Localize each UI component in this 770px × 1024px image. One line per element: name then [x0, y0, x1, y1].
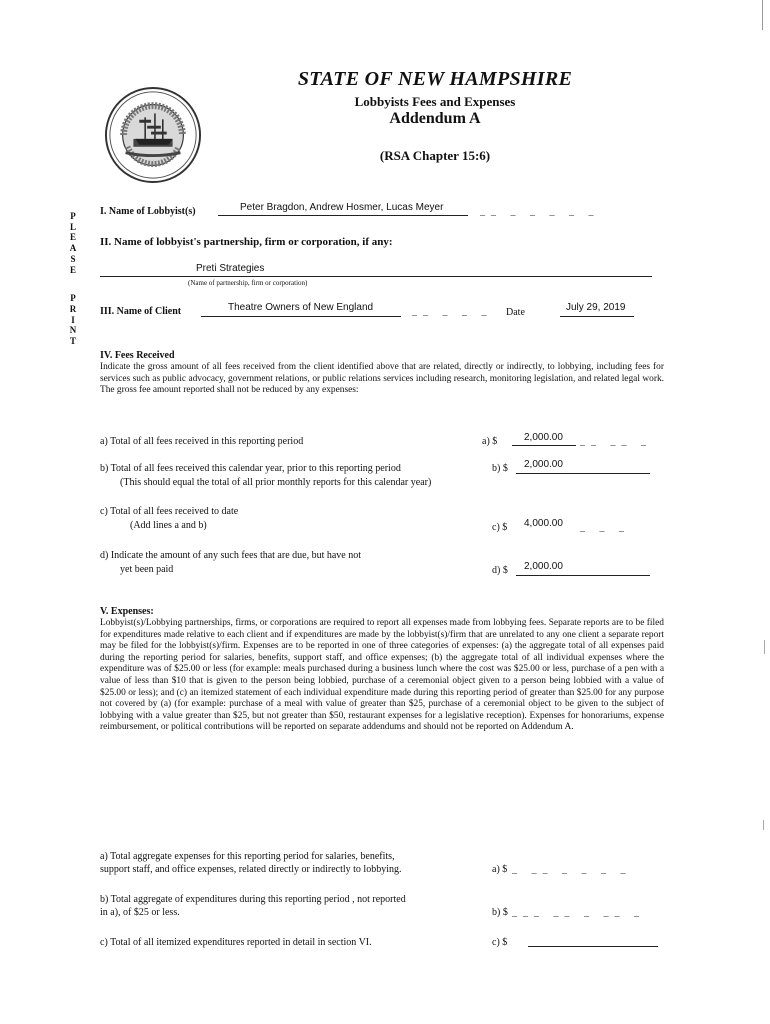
firm-name-label: II. Name of lobbyist's partnership, firm or corporation, if any:	[100, 236, 393, 248]
fees-b-subtext: (This should equal the total of all prior monthly reports for this calendar year)	[120, 477, 432, 488]
client-name-underline	[201, 316, 401, 317]
fees-a-underline	[512, 445, 576, 446]
side-letter: A	[69, 243, 77, 254]
side-letter: P	[70, 211, 76, 221]
scan-edge-mark	[764, 640, 765, 654]
expenses-c-label: c) Total of all itemized expenditures reported in detail in section VI.	[100, 937, 372, 948]
fees-d-key: d) $	[492, 565, 508, 576]
expenses-b-blank[interactable]: ___ __ _ __ _	[512, 907, 645, 918]
fees-a-label: a) Total of all fees received in this reporting period	[100, 436, 304, 447]
fees-a-key: a) $	[482, 436, 498, 447]
fees-c-subtext: (Add lines a and b)	[130, 520, 207, 531]
fees-received-heading: IV. Fees Received	[100, 350, 175, 361]
rsa-reference: (RSA Chapter 15:6)	[379, 148, 491, 163]
fees-c-label: c) Total of all fees received to date	[100, 506, 239, 517]
fees-b-value[interactable]: 2,000.00	[524, 459, 563, 470]
fees-b-underline	[516, 473, 650, 474]
date-value[interactable]: July 29, 2019	[566, 302, 626, 313]
document-title: STATE OF NEW HAMPSHIRE	[297, 68, 573, 90]
firm-name-caption: (Name of partnership, firm or corporation)	[188, 279, 308, 287]
scan-edge-mark	[763, 820, 764, 830]
expenses-heading: V. Expenses:	[100, 606, 154, 617]
dash-line: _ _ _	[580, 522, 630, 533]
dash-line: __ __ _	[580, 436, 652, 447]
fees-d-label: d) Indicate the amount of any such fees that are due, but have not	[100, 550, 362, 561]
expenses-b-label-line1: b) Total aggregate of expenditures during this reporting period , not reported	[100, 894, 406, 905]
side-letter: I	[71, 314, 75, 325]
fees-c-key: c) $	[492, 522, 508, 533]
document-subtitle: Lobbyists Fees and Expenses	[354, 94, 516, 109]
expenses-a-label-line1: a) Total aggregate expenses for this reporting period for salaries, benefits,	[100, 851, 395, 862]
expenses-a-key: a) $	[492, 864, 508, 875]
expenses-c-underline[interactable]	[528, 946, 658, 947]
expenses-c-key: c) $	[492, 937, 508, 948]
addendum-heading: Addendum A	[389, 110, 481, 127]
dash-line: __ _ _ _	[412, 306, 493, 317]
expenses-a-label-line2: support staff, and office expenses, related directly or indirectly to lobbying.	[100, 864, 402, 875]
side-letter: S	[70, 253, 76, 264]
date-label: Date	[506, 307, 525, 318]
side-letter: P	[70, 293, 76, 304]
expenses-instructions: Lobbyist(s)/Lobbying partnerships, firms, or corporations are required to report all expenses made from lobbying fees. Separate reports are to be filed for expenditures made relative to each client and if expenditures are made by the lobbyist(s)/firm that are unrelated to any one client a separate report may be filed for the lobbyist(s)/firm. Expenses are to be reported in one of three categories of expenses: (a) the aggregate total of all expenses paid during the reporting period for salaries, benefits, support staff, and office expenses; (b) the aggregate total of all individual expenses where the expenditure was of $25.00 or less (for example: meals purchased during a business lunch where the cost was $25.00 or less, purchase of a pen with a value of less than $10 that is given to the person being lobbied, purchase of a ceremonial object given to a person being lobbied with a value of $25.00 or less); and (c) an itemized statement of each individual expenditure made during this reporting period of greater than $25.00 for any purpose not covered by (a) (for example: purchase of a meal with value of greater than $25, purchase of a ceremonial object to be given to the subject of lobbying with a value greater than $25, but not greater than $50, restaurant expenses for a legislative reception). Expenses for honorariums, expense reimbursement, or political contributions will be reported on separate addendums and should not be reported on Addendum A.	[100, 618, 664, 733]
expenses-b-key: b) $	[492, 907, 508, 918]
state-seal-image	[104, 86, 202, 184]
fees-c-value[interactable]: 4,000.00	[524, 518, 563, 529]
fees-b-label: b) Total of all fees received this calendar year, prior to this reporting period	[100, 463, 401, 474]
side-letter: R	[69, 303, 77, 314]
date-underline	[560, 316, 634, 317]
scan-edge-mark	[762, 0, 763, 30]
firm-name-underline	[100, 276, 652, 277]
side-letter: T	[69, 336, 76, 347]
lobbyist-name-label: I. Name of Lobbyist(s)	[100, 206, 196, 217]
expenses-a-blank[interactable]: _ __ _ _ _ _	[512, 864, 632, 875]
side-letter: E	[69, 264, 76, 275]
expenses-b-label-line2: in a), of $25 or less.	[100, 907, 180, 918]
client-name-value[interactable]: Theatre Owners of New England	[228, 302, 374, 313]
fees-a-value[interactable]: 2,000.00	[524, 432, 563, 443]
side-please-print	[68, 211, 78, 347]
firm-name-value[interactable]: Preti Strategies	[196, 263, 265, 274]
side-letter: N	[69, 325, 77, 336]
client-name-label: III. Name of Client	[100, 306, 182, 317]
dash-line: __ _ _ _ _ _	[480, 206, 600, 217]
fees-received-instructions: Indicate the gross amount of all fees received from the client identified above that are related, directly or indirectly, to lobbying, including fees for services such as public advocacy, government relations, or public relations services including research, monitoring legislation, and related legal work. The gross fee amount reported shall not be reduced by any expenses:	[100, 362, 664, 396]
lobbyist-name-value[interactable]: Peter Bragdon, Andrew Hosmer, Lucas Meyer	[240, 202, 444, 213]
fees-d-underline	[516, 575, 650, 576]
fees-b-key: b) $	[492, 463, 508, 474]
side-letter: E	[69, 232, 76, 243]
lobbyist-name-underline	[218, 215, 468, 216]
fees-d-value[interactable]: 2,000.00	[524, 561, 563, 572]
side-letter: L	[69, 221, 76, 232]
fees-d-subtext: yet been paid	[120, 564, 174, 575]
